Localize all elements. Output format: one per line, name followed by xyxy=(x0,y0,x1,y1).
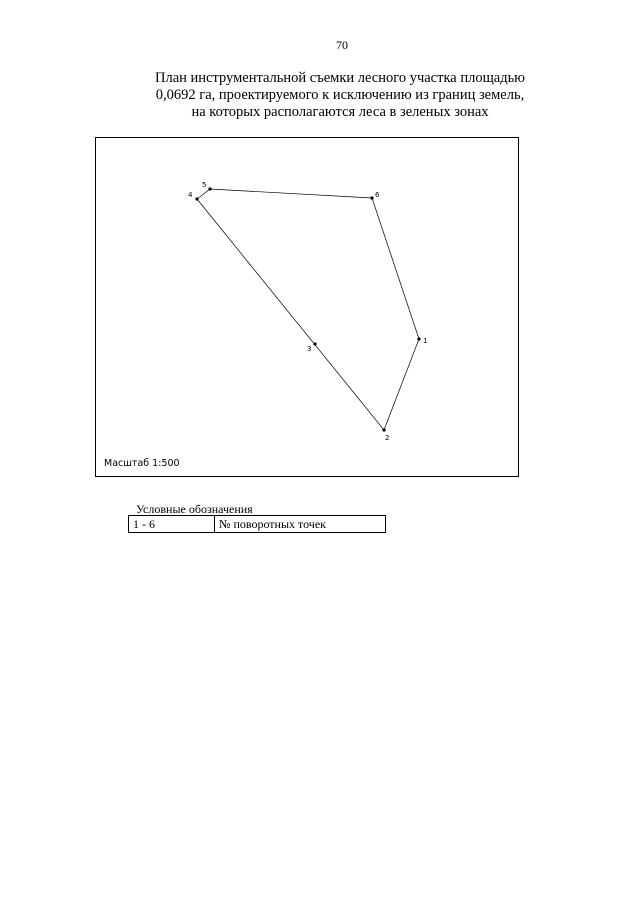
turning-point-6 xyxy=(370,196,373,199)
point-label-2: 2 xyxy=(385,434,390,442)
document-title xyxy=(140,70,540,121)
legend-row xyxy=(129,516,386,533)
turning-point-5 xyxy=(208,187,211,190)
title-line: 0,0692 га, проектируемого к исключению из границ земель, xyxy=(155,87,525,103)
legend-table xyxy=(128,515,386,533)
survey-plan-drawing xyxy=(96,138,520,478)
page-number: 70 xyxy=(336,38,348,52)
title-line: на которых располагаются леса в зеленых зонах xyxy=(191,104,489,120)
turning-point-4 xyxy=(195,197,198,200)
point-label-6: 6 xyxy=(375,191,380,199)
turning-point-3 xyxy=(313,342,316,345)
point-label-5: 5 xyxy=(202,181,207,189)
turning-point-1 xyxy=(417,337,420,340)
map-scale-label: Масштаб 1:500 xyxy=(104,458,180,469)
legend-description: № поворотных точек xyxy=(215,516,386,533)
legend-heading: Условные обозначения xyxy=(136,502,253,516)
point-label-1: 1 xyxy=(423,337,428,345)
point-label-3: 3 xyxy=(307,345,312,353)
legend-symbol: 1 - 6 xyxy=(129,516,215,533)
point-label-4: 4 xyxy=(188,191,193,199)
plot-boundary xyxy=(197,189,419,430)
title-line: План инструментальной съемки лесного участка площадью xyxy=(154,70,526,86)
survey-plan-frame xyxy=(95,137,519,477)
turning-point-2 xyxy=(382,428,385,431)
